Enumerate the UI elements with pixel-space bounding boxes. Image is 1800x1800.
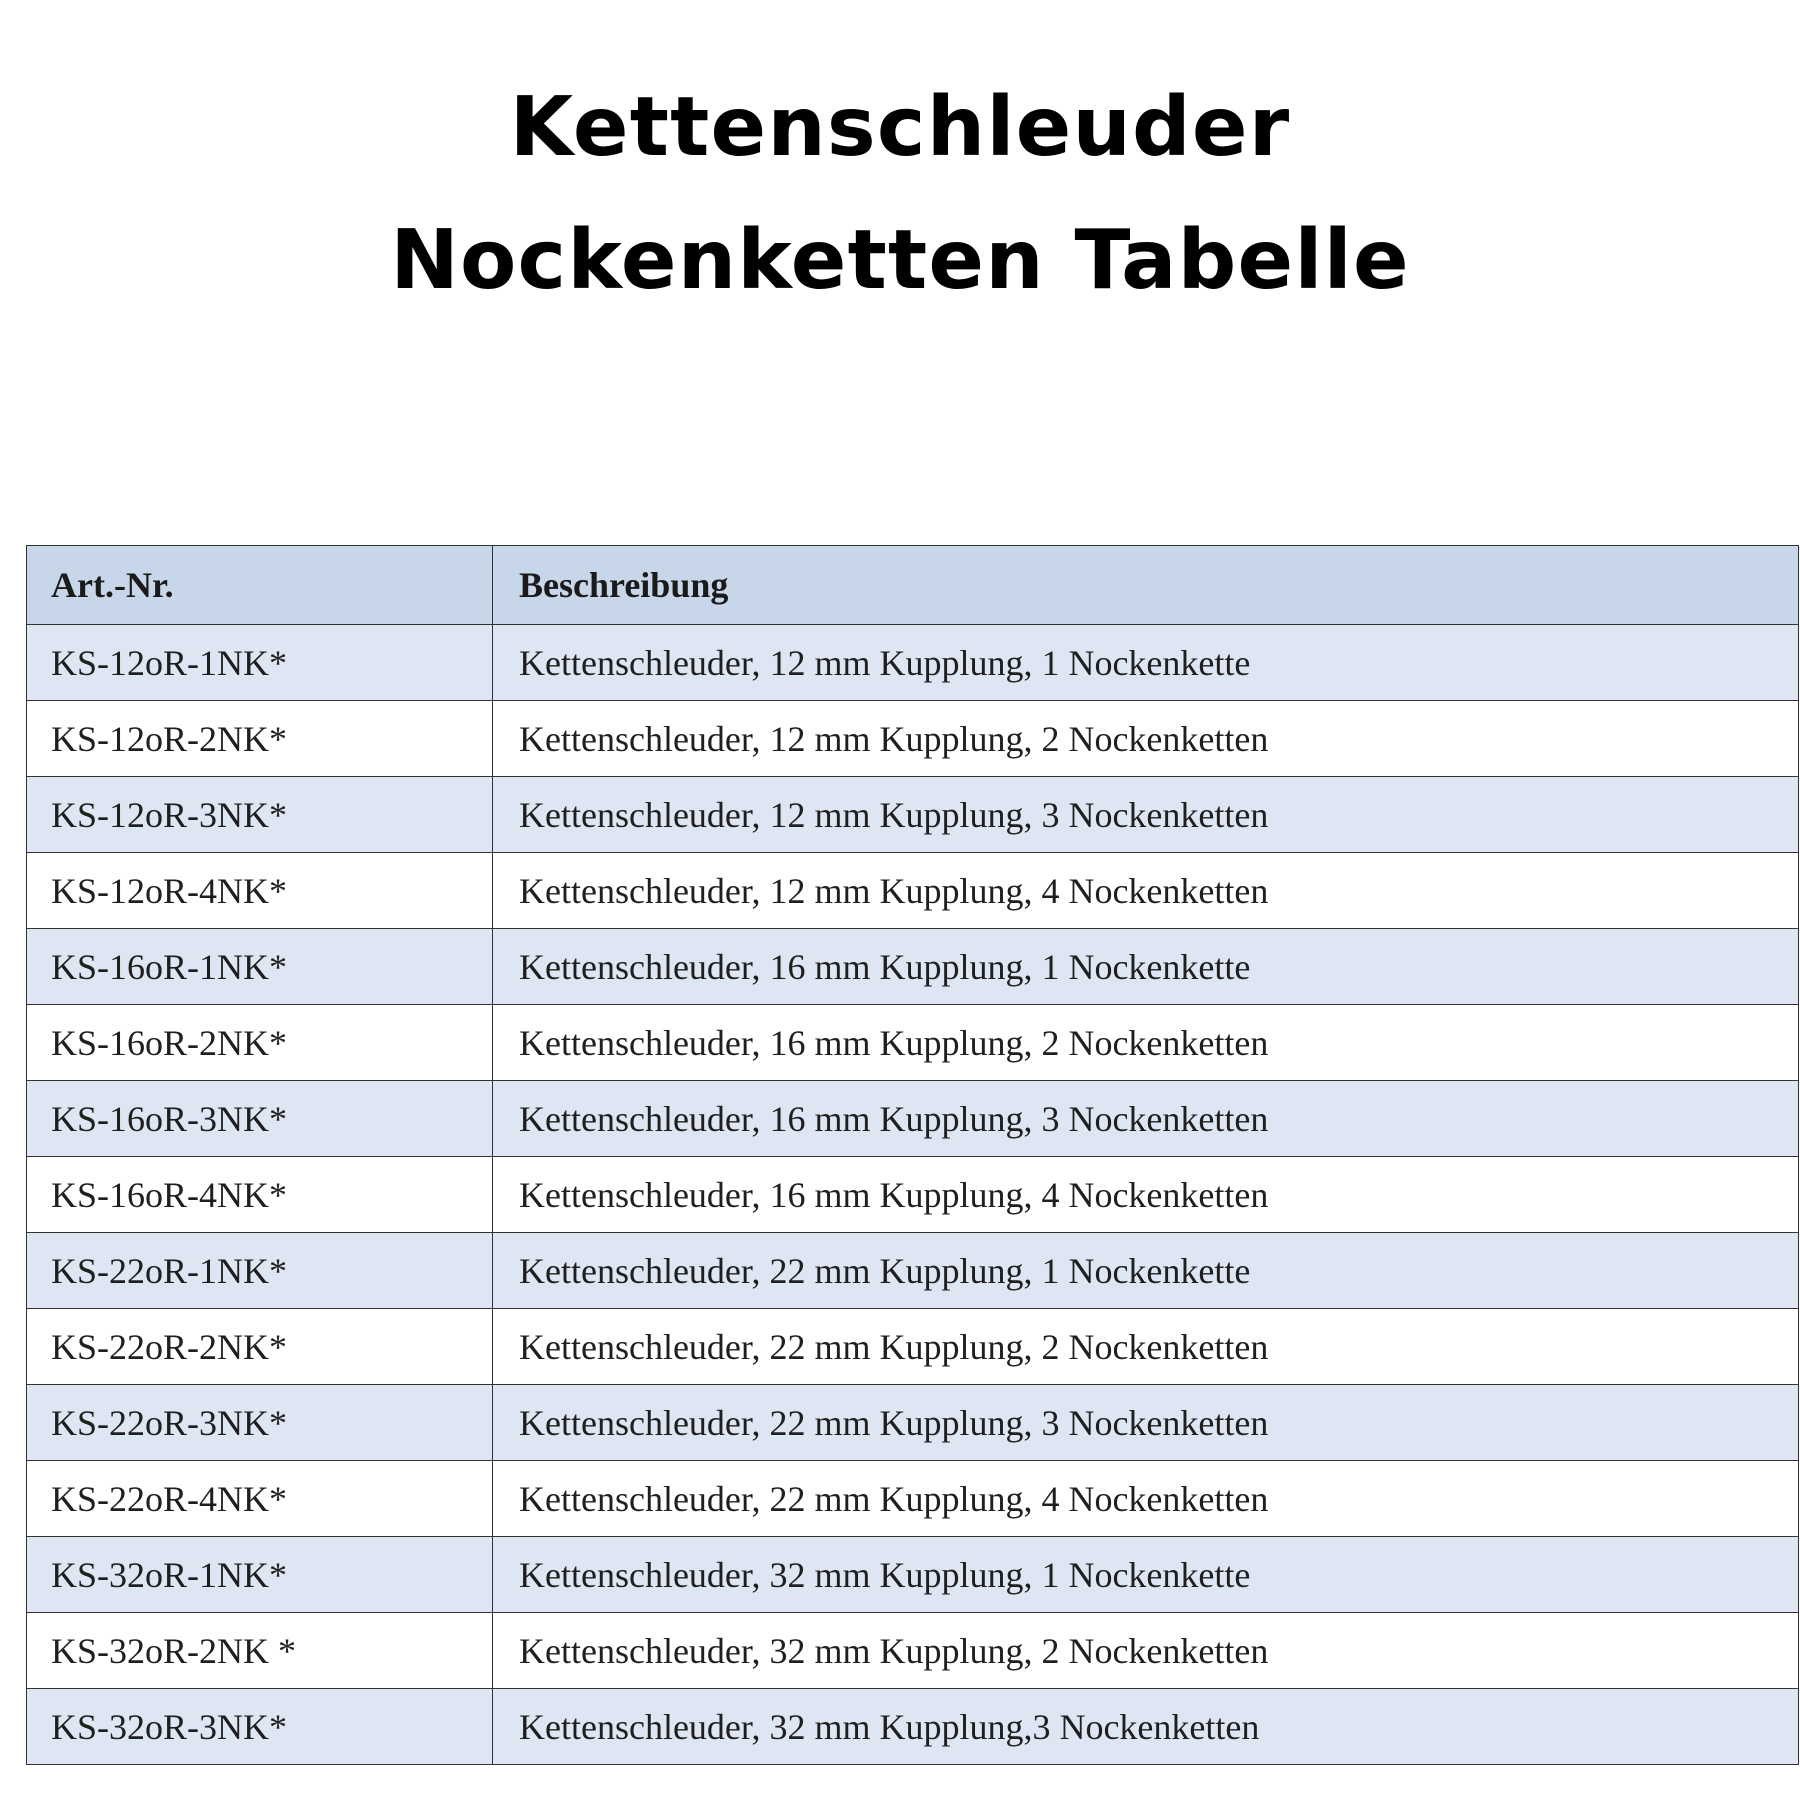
cell-art-nr <box>27 1233 493 1309</box>
cell-beschreibung-text: Kettenschleuder, 32 mm Kupplung, 1 Nockenkette <box>519 1554 1251 1595</box>
column-header-art-nr <box>27 546 493 625</box>
cell-beschreibung <box>493 1309 1799 1385</box>
table-row <box>27 1005 1799 1081</box>
cell-beschreibung-text: Kettenschleuder, 16 mm Kupplung, 2 Nockenketten <box>519 1022 1269 1063</box>
cell-art-nr-text: KS-22oR-4NK* <box>51 1478 288 1519</box>
nockenketten-table <box>26 545 1799 1765</box>
cell-beschreibung-text: Kettenschleuder, 22 mm Kupplung, 3 Nockenketten <box>519 1402 1269 1443</box>
cell-art-nr-text: KS-22oR-1NK* <box>51 1250 288 1291</box>
cell-beschreibung <box>493 1689 1799 1765</box>
cell-art-nr-text: KS-12oR-3NK* <box>51 794 288 835</box>
cell-art-nr <box>27 1385 493 1461</box>
cell-art-nr-text: KS-12oR-4NK* <box>51 870 288 911</box>
cell-art-nr <box>27 777 493 853</box>
table-row <box>27 1233 1799 1309</box>
cell-art-nr-text: KS-32oR-3NK* <box>51 1706 288 1747</box>
cell-art-nr <box>27 1157 493 1233</box>
cell-beschreibung <box>493 1005 1799 1081</box>
cell-art-nr-text: KS-16oR-3NK* <box>51 1098 288 1139</box>
table-header-row <box>27 546 1799 625</box>
cell-beschreibung-text: Kettenschleuder, 12 mm Kupplung, 4 Nockenketten <box>519 870 1269 911</box>
cell-beschreibung-text: Kettenschleuder, 12 mm Kupplung, 1 Nockenkette <box>519 642 1251 683</box>
cell-beschreibung <box>493 853 1799 929</box>
column-header-beschreibung <box>493 546 1799 625</box>
cell-art-nr <box>27 1309 493 1385</box>
table-row <box>27 777 1799 853</box>
table-row <box>27 1309 1799 1385</box>
table-row <box>27 1157 1799 1233</box>
cell-art-nr-text: KS-22oR-2NK* <box>51 1326 288 1367</box>
cell-art-nr-text: KS-16oR-1NK* <box>51 946 288 987</box>
cell-beschreibung <box>493 1461 1799 1537</box>
table-row <box>27 625 1799 701</box>
cell-beschreibung <box>493 1385 1799 1461</box>
table-row <box>27 853 1799 929</box>
cell-art-nr-text: KS-16oR-2NK* <box>51 1022 288 1063</box>
cell-art-nr <box>27 929 493 1005</box>
cell-beschreibung <box>493 1157 1799 1233</box>
cell-beschreibung-text: Kettenschleuder, 16 mm Kupplung, 3 Nockenketten <box>519 1098 1269 1139</box>
table-row <box>27 1613 1799 1689</box>
table-body <box>27 625 1799 1765</box>
cell-beschreibung-text: Kettenschleuder, 16 mm Kupplung, 4 Nockenketten <box>519 1174 1269 1215</box>
cell-art-nr <box>27 1005 493 1081</box>
column-header-beschreibung-label: Beschreibung <box>519 565 729 605</box>
cell-art-nr-text: KS-22oR-3NK* <box>51 1402 288 1443</box>
cell-beschreibung <box>493 625 1799 701</box>
table-row <box>27 1461 1799 1537</box>
cell-art-nr <box>27 1461 493 1537</box>
cell-art-nr <box>27 1613 493 1689</box>
cell-beschreibung <box>493 1081 1799 1157</box>
cell-art-nr-text: KS-32oR-1NK* <box>51 1554 288 1595</box>
cell-beschreibung-text: Kettenschleuder, 16 mm Kupplung, 1 Nockenkette <box>519 946 1251 987</box>
cell-art-nr <box>27 1537 493 1613</box>
column-header-art-nr-label: Art.-Nr. <box>51 565 174 605</box>
page-title-line-2: Nockenketten Tabelle <box>390 212 1410 308</box>
spec-table-container <box>26 545 1798 1765</box>
cell-beschreibung <box>493 701 1799 777</box>
table-row <box>27 1689 1799 1765</box>
cell-beschreibung-text: Kettenschleuder, 22 mm Kupplung, 1 Nockenkette <box>519 1250 1251 1291</box>
cell-art-nr <box>27 625 493 701</box>
table-header <box>27 546 1799 625</box>
table-row <box>27 929 1799 1005</box>
cell-art-nr-text: KS-32oR-2NK * <box>51 1630 297 1671</box>
cell-beschreibung <box>493 1613 1799 1689</box>
table-row <box>27 1537 1799 1613</box>
table-row <box>27 701 1799 777</box>
cell-beschreibung <box>493 1537 1799 1613</box>
cell-art-nr-text: KS-12oR-2NK* <box>51 718 288 759</box>
cell-beschreibung-text: Kettenschleuder, 22 mm Kupplung, 4 Nockenketten <box>519 1478 1269 1519</box>
page-title-line-1: Kettenschleuder <box>509 80 1291 175</box>
cell-beschreibung-text: Kettenschleuder, 32 mm Kupplung, 2 Nockenketten <box>519 1630 1269 1671</box>
cell-beschreibung <box>493 1233 1799 1309</box>
table-row <box>27 1081 1799 1157</box>
cell-art-nr-text: KS-12oR-1NK* <box>51 642 288 683</box>
cell-beschreibung-text: Kettenschleuder, 12 mm Kupplung, 2 Nockenketten <box>519 718 1269 759</box>
table-row <box>27 1385 1799 1461</box>
cell-beschreibung <box>493 777 1799 853</box>
cell-art-nr <box>27 853 493 929</box>
cell-art-nr <box>27 1689 493 1765</box>
cell-beschreibung-text: Kettenschleuder, 22 mm Kupplung, 2 Nockenketten <box>519 1326 1269 1367</box>
cell-beschreibung-text: Kettenschleuder, 32 mm Kupplung,3 Nockenketten <box>519 1706 1260 1747</box>
cell-art-nr <box>27 1081 493 1157</box>
page-title <box>0 0 1800 328</box>
cell-beschreibung-text: Kettenschleuder, 12 mm Kupplung, 3 Nockenketten <box>519 794 1269 835</box>
cell-beschreibung <box>493 929 1799 1005</box>
cell-art-nr-text: KS-16oR-4NK* <box>51 1174 288 1215</box>
cell-art-nr <box>27 701 493 777</box>
